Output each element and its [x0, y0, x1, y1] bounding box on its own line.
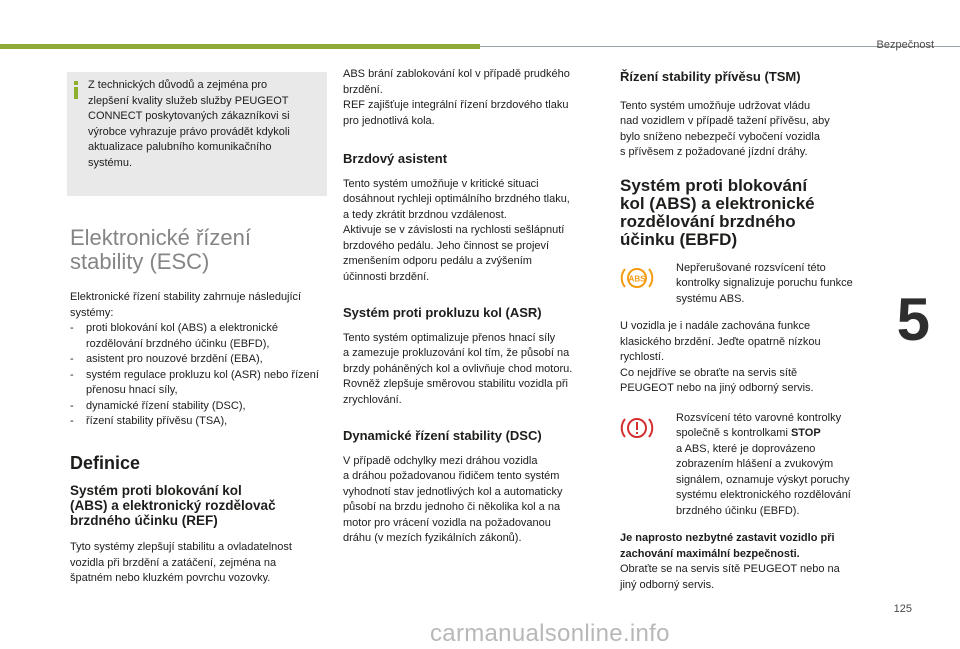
- tsm-text: Tento systém umožňuje udržovat vládu nad vozidlem v případě tažení přívěsu, aby bylo sníženo nebezpečí vybočení vozidla s přívěsem z požadované jízdní dráhy.: [620, 99, 830, 158]
- esc-systems-list: [70, 321, 325, 430]
- dsc-text: V případě odchylky mezi dráhou vozidla a dráhou požadovanou řidičem tento systém vyhodnotí stav jednotlivých kol a automaticky působí na brzdu jednoho či několika kol a na motor pro vrácení vozidla na požadovanou dráhu (v mezích fyzikálních zákonů).: [343, 454, 563, 544]
- section-title: Bezpečnost: [876, 39, 934, 51]
- esc-intro: Elektronické řízení stability zahrnuje následující systémy:: [70, 291, 302, 319]
- brake-warning-row: [620, 411, 870, 520]
- list-item: - systém regulace prokluzu kol (ASR) nebo řízení přenosu hnací síly,: [70, 368, 325, 399]
- info-box: [67, 72, 327, 196]
- asr-text: Tento systém optimalizuje přenos hnací síly a zamezuje prokluzování kol tím, že působí na brzdy poháněných kol a ovlivňuje chod motoru. Rovněž zlepšuje směrovou stabilitu vozidla při zrychlování.: [343, 331, 573, 406]
- abs-continued-text: ABS brání zablokování kol v případě prudkého brzdění. REF zajišťuje integrální řízení brzdového tlaku pro jednotlivá kola.: [343, 68, 570, 127]
- brake-warning-text: Rozsvícení této varovné kontrolky společně s kontrolkami STOP a ABS, které je doprovázeno zobrazením hlášení a zvukovým signálem, oznamuje výskyt poruchy systému elektronického rozdělování brzdného účinku (EBFD).: [676, 411, 851, 517]
- header-accent-bar: [0, 44, 480, 49]
- list-item: - řízení stability přívěsu (TSA),: [70, 414, 325, 430]
- column-left: [70, 72, 325, 587]
- info-text: Z technických důvodů a zejména pro zlepšení kvality služeb služby PEUGEOT CONNECT poskytovaných zákazníkovi si výrobce vyhrazuje právo provádět kdykoli aktualizace palubního komunikačního systému.: [88, 79, 290, 169]
- final-warning-text: Obraťte se na servis sítě PEUGEOT nebo na jiný odborný servis.: [620, 563, 840, 591]
- page-number: 125: [893, 603, 912, 615]
- abs-warning-text: Nepřerušované rozsvícení této kontrolky signalizuje poruchu funkce systému ABS.: [676, 261, 853, 305]
- stop-label: STOP: [790, 427, 821, 439]
- brake-assist-text: Tento systém umožňuje v kritické situaci dosáhnout rychleji optimálního brzdného tlaku, a tedy zkrátit brzdnou vzdálenost. Aktivuje se v závislosti na rychlosti sešlápnutí brzdového pedálu. Jeho činnost se projeví zmenšením odporu pedálu a zvýšením účinnosti brzdění.: [343, 177, 570, 283]
- abs-ref-heading: Systém proti blokování kol (ABS) a elektronický rozdělovač brzdného účinku (REF): [70, 483, 276, 528]
- abs-warning-icon: [620, 261, 676, 308]
- list-item: - dynamické řízení stability (DSC),: [70, 399, 325, 415]
- brake-warning-icon: [620, 411, 676, 520]
- column-right: [620, 67, 870, 593]
- final-warning-bold: Je naprosto nezbytné zastavit vozidlo při zachování maximální bezpečnosti.: [620, 532, 835, 560]
- asr-heading: Systém proti prokluzu kol (ASR): [343, 305, 542, 320]
- abs-ebfd-heading: Systém proti blokování kol (ABS) a elektronické rozdělování brzdného účinku (EBFD): [620, 175, 815, 249]
- dsc-heading: Dynamické řízení stability (DSC): [343, 428, 542, 443]
- list-item: - asistent pro nouzové brzdění (EBA),: [70, 352, 325, 368]
- esc-heading: Elektronické řízení stability (ESC): [70, 225, 251, 274]
- brake-assist-heading: Brzdový asistent: [343, 151, 448, 166]
- abs-ref-text: Tyto systémy zlepšují stabilitu a ovladatelnost vozidla při brzdění a zatáčení, zejména na špatném nebo kluzkém povrchu vozovky.: [70, 541, 292, 584]
- definice-heading: Definice: [70, 452, 141, 473]
- info-icon: [74, 81, 78, 99]
- column-middle: [343, 67, 593, 547]
- tsm-heading: Řízení stability přívěsu (TSM): [620, 69, 801, 84]
- watermark: carmanualsonline.info: [430, 620, 670, 647]
- abs-warning-row: [620, 261, 870, 308]
- list-item: - proti blokování kol (ABS) a elektronické rozdělování brzdného účinku (EBFD),: [70, 321, 325, 352]
- abs-note: U vozidla je i nadále zachována funkce klasického brzdění. Jeďte opatrně nízkou rychlostí. Co nejdříve se obraťte na servis sítě PEUGEOT nebo na jiný odborný servis.: [620, 320, 821, 394]
- chapter-number: 5: [896, 286, 930, 353]
- abs-icon-label: ABS: [628, 274, 646, 283]
